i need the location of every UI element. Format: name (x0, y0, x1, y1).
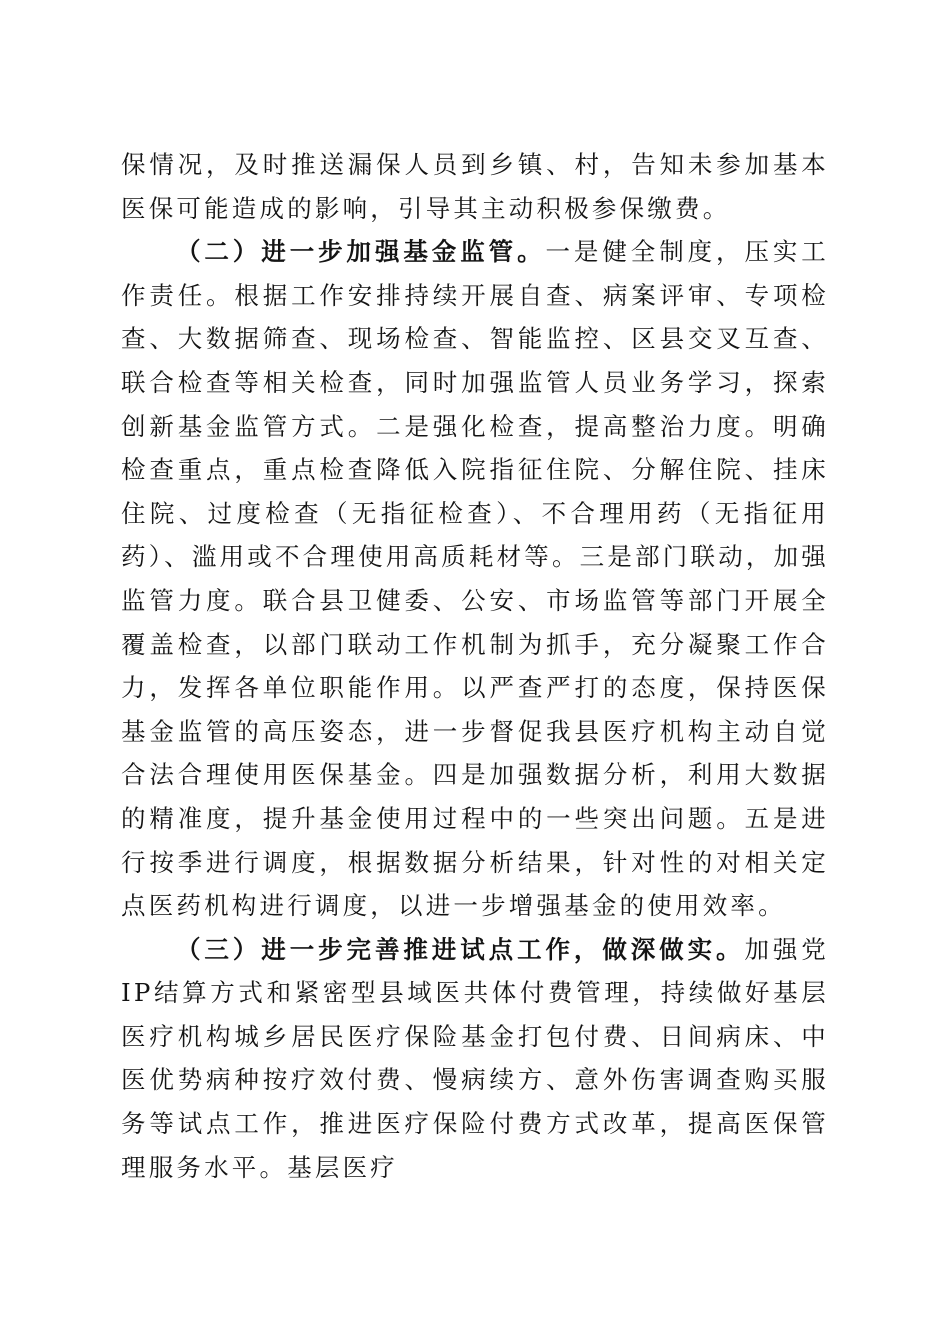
paragraph-text: 保情况，及时推送漏保人员到乡镇、村，告知未参加基本医保可能造成的影响，引导其主动积极参保缴费。 (121, 150, 829, 223)
section-heading-fund-supervision: （二）进一步加强基金监管。 (176, 237, 546, 267)
paragraph-text: 一是健全制度，压实工作责任。根据工作安排持续开展自查、病案评审、专项检查、大数据筛查、现场检查、智能监控、区县交叉互查、联合检查等相关检查，同时加强监管人员业务学习，探索创新基金监管方式。二是强化检查，提高整治力度。明确检查重点，重点检查降低入院指征住院、分解住院、挂床住院、过度检查（无指征检查）、不合理用药（无指征用药）、滥用或不合理使用高质耗材等。三是部门联动，加强监管力度。联合县卫健委、公安、市场监管等部门开展全覆盖检查，以部门联动工作机制为抓手，充分凝聚工作合力，发挥各单位职能作用。以严查严打的态度，保持医保基金监管的高压姿态，进一步督促我县医疗机构主动自觉合法合理使用医保基金。四是加强数据分析，利用大数据的精准度，提升基金使用过程中的一些突出问题。五是进行按季进行调度，根据数据分析结果，针对性的对相关定点医药机构进行调度，以进一步增强基金的使用效率。 (121, 237, 829, 921)
paragraph-text: 加强党IP结算方式和紧密型县域医共体付费管理，持续做好基层医疗机构城乡居民医疗保险基金打包付费、日间病床、中医优势病种按疗效付费、慢病续方、意外伤害调查购买服务等试点工作，推进医疗保险付费方式改革，提高医保管理服务水平。基层医疗 (121, 934, 829, 1182)
paragraph-fund-supervision (121, 230, 829, 928)
paragraph-continuation (121, 143, 829, 230)
document-body (121, 143, 829, 1189)
paragraph-pilot-work (121, 928, 829, 1190)
section-heading-pilot-work: （三）进一步完善推进试点工作，做深做实。 (176, 934, 745, 964)
